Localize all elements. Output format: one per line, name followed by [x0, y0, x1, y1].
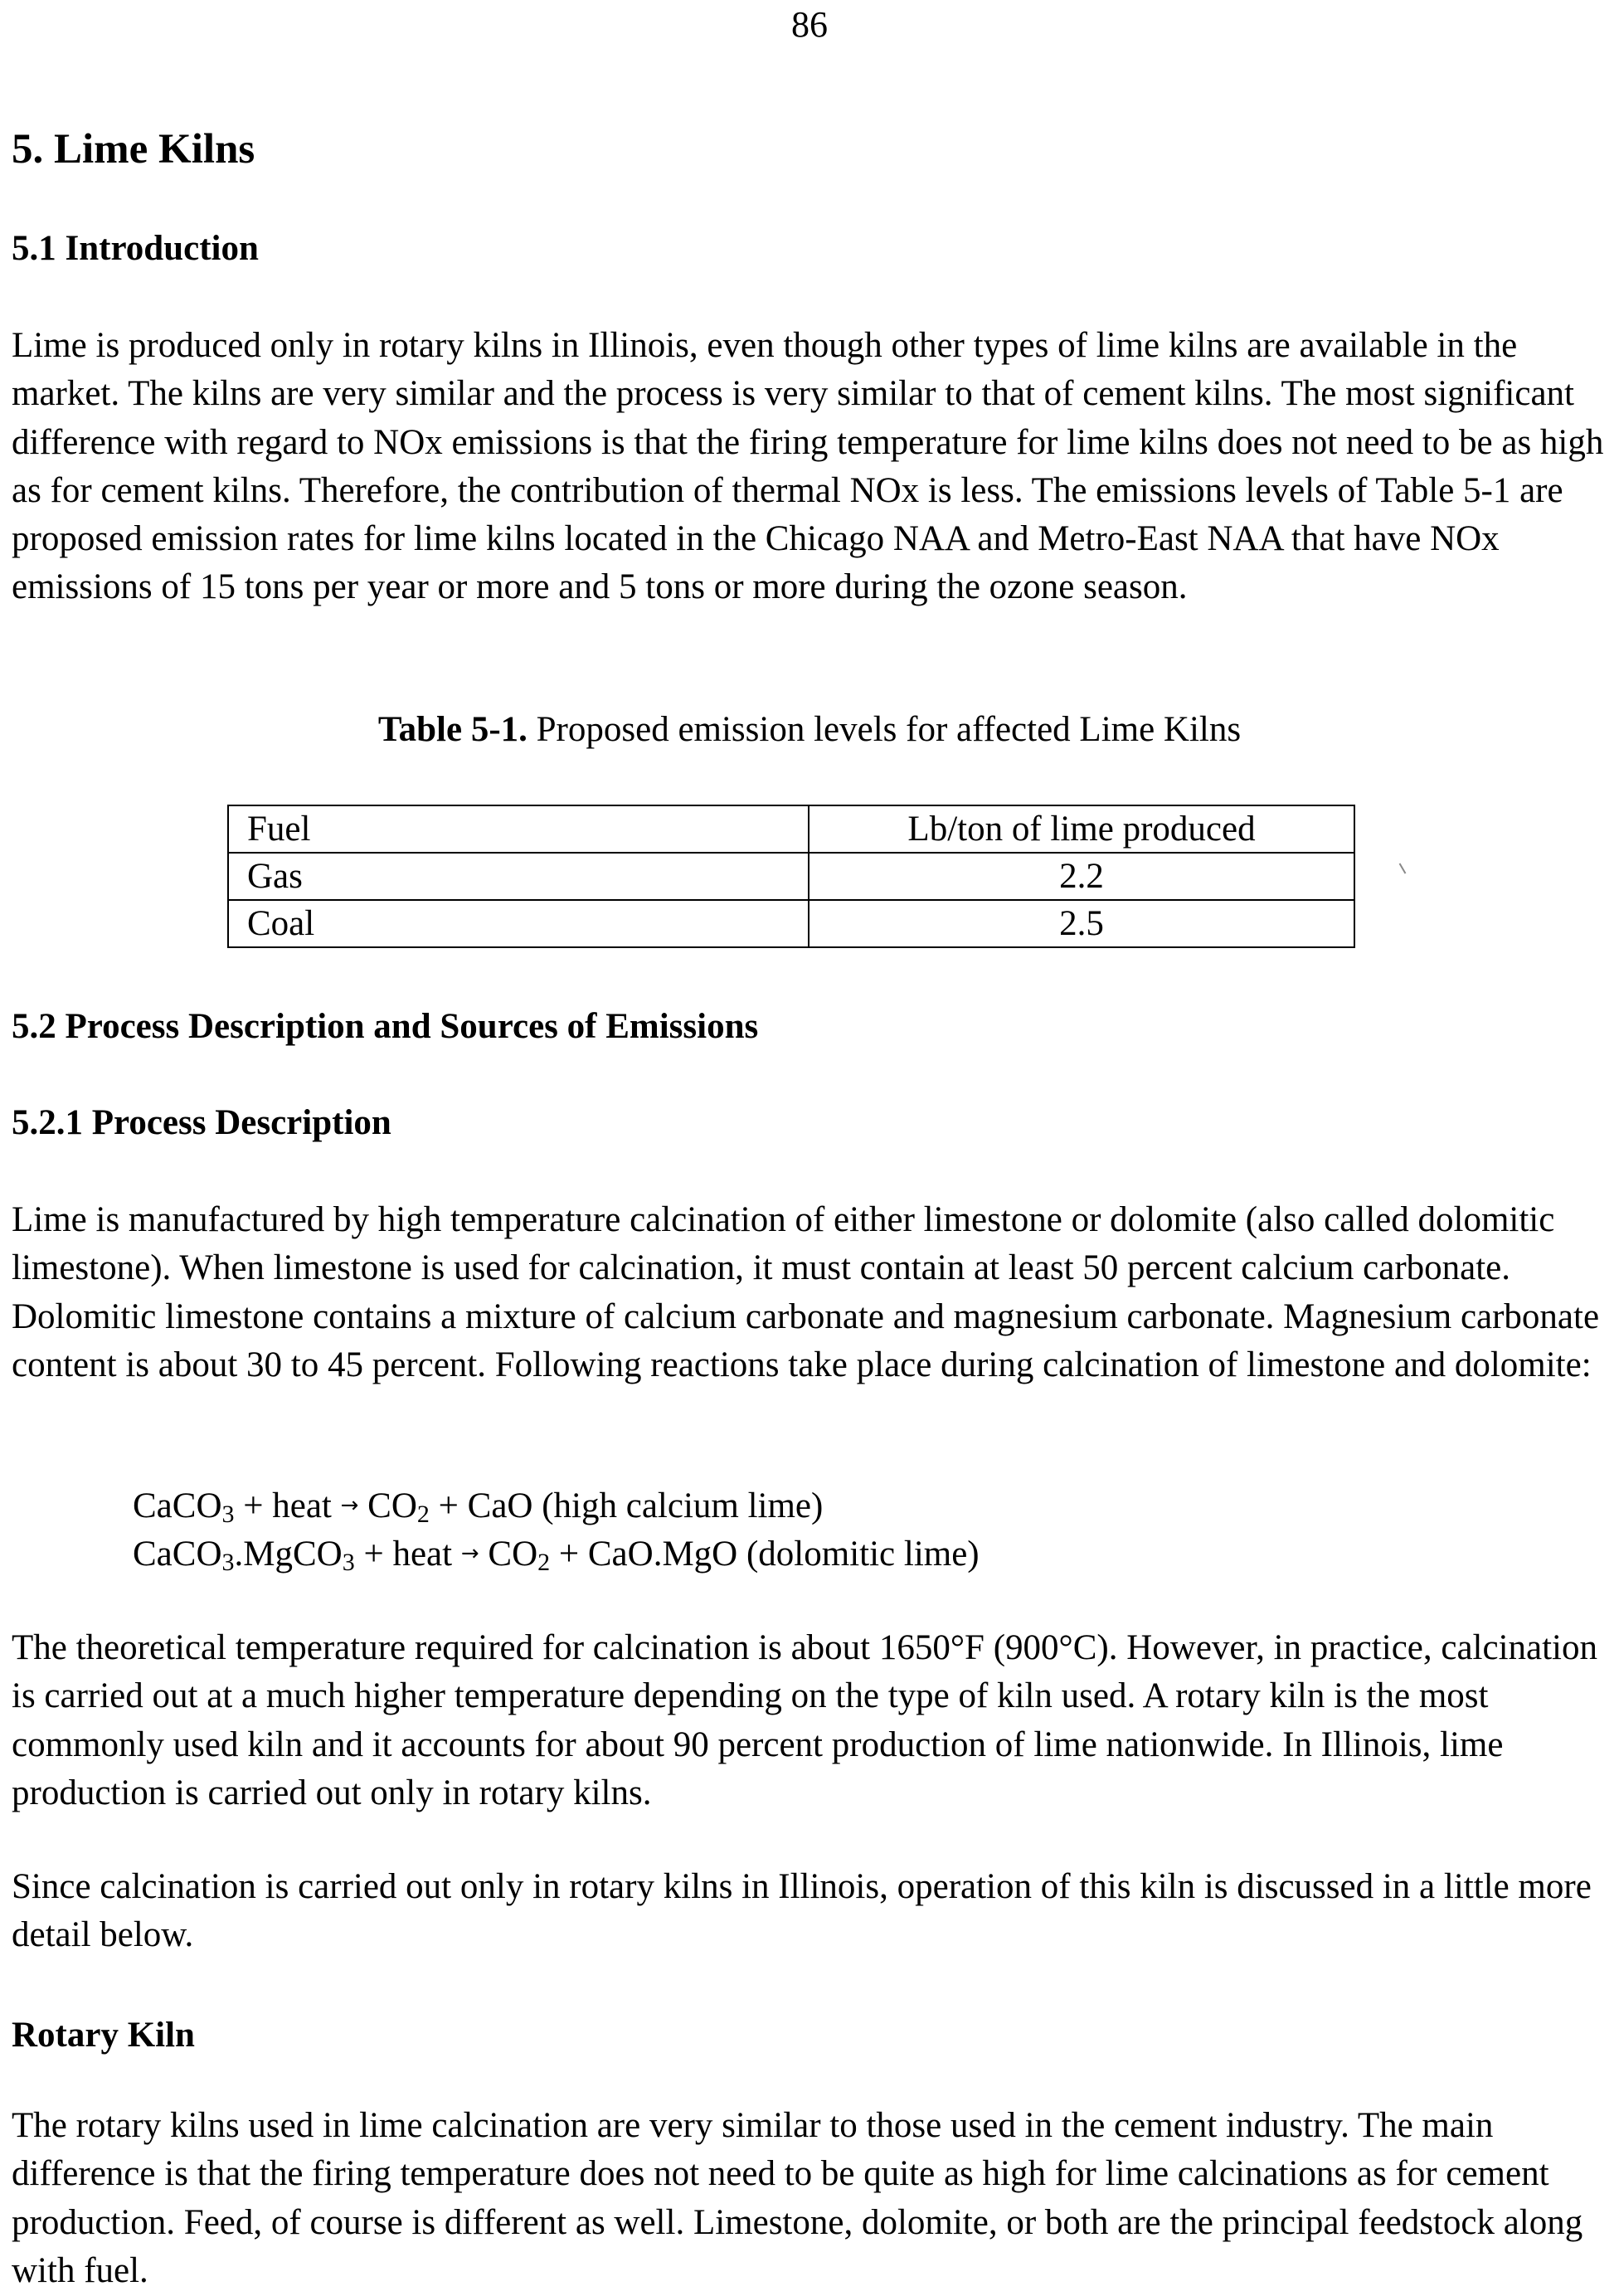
header-lb-per-ton: Lb/ton of lime produced [809, 805, 1354, 853]
right-arrow-icon: → [340, 1493, 359, 1518]
rotary-intro-paragraph: Since calcination is carried out only in rotary kilns in Illinois, operation of this kiln is discussed in a little more detail below. [12, 1867, 1592, 1955]
process-subheading: 5.2.1 Process Description [12, 1103, 391, 1142]
table-caption [0, 707, 1619, 753]
header-fuel: Fuel [228, 805, 809, 853]
table-row [228, 900, 1354, 947]
process-paragraph: Lime is manufactured by high temperature calcination of either limestone or dolomite (also called dolomitic limestone). When limestone is used for calcination, it must contain at least 50 percent calcium carbonate. Dolomitic limestone contains a mixture of calcium carbonate and magnesium carbonate. Magnesium carbonate content is about 30 to 45 percent. Following reactions take place during calcination of limestone and dolomite: [12, 1200, 1600, 1384]
emission-levels-table [227, 805, 1355, 948]
eq1-reactant: CaCO [133, 1486, 222, 1525]
value-cell: 2.2 [809, 853, 1354, 900]
equation-dolomite [133, 1530, 980, 1578]
eq2-heat: + heat [354, 1535, 461, 1574]
eq2-reactant-subscript: 3 [221, 1549, 235, 1576]
eq1-product-rest: + CaO (high calcium lime) [429, 1486, 824, 1525]
fuel-cell: Coal [228, 900, 809, 947]
stray-mark [1399, 863, 1407, 873]
table-caption-label: Table 5-1. [377, 710, 528, 749]
page-number: 86 [791, 4, 828, 45]
equation-limestone [133, 1481, 823, 1530]
section-title: 5. Lime Kilns [12, 126, 255, 173]
rotary-kiln-heading: Rotary Kiln [12, 2016, 195, 2055]
eq1-reactant-subscript: 3 [221, 1501, 235, 1528]
eq2-product: CO [479, 1535, 538, 1574]
value-cell: 2.5 [809, 900, 1354, 947]
eq1-heat: + heat [234, 1486, 341, 1525]
eq1-product-subscript: 2 [416, 1501, 430, 1528]
rotary-kiln-paragraph: The rotary kilns used in lime calcination are very similar to those used in the cement industry. The main difference is that the firing temperature does not need to be quite as high for lime calcinations as for cement production. Feed, of course is different as well. Limestone, dolomite, or both are the principal feedstock along with fuel. [12, 2106, 1583, 2290]
eq1-product: CO [358, 1486, 417, 1525]
intro-paragraph: Lime is produced only in rotary kilns in Illinois, even though other types of lime kilns are available in the market. The kilns are very similar and the process is very similar to that of cement kilns. The most significant difference with regard to NOx emissions is that the firing temperature for lime kilns does not need to be as high as for cement kilns. Therefore, the contribution of thermal NOx is less. The emissions levels of Table 5-1 are proposed emission rates for lime kilns located in the Chicago NAA and Metro-East NAA that have NOx emissions of 15 tons per year or more and 5 tons or more during the ozone season. [12, 326, 1604, 607]
right-arrow-icon: → [460, 1541, 479, 1566]
eq2-product-rest: + CaO.MgO (dolomitic lime) [550, 1535, 980, 1574]
intro-heading: 5.1 Introduction [12, 229, 259, 268]
eq2-reactant-mg-subscript: 3 [342, 1549, 355, 1576]
temperature-paragraph: The theoretical temperature required for calcination is about 1650°F (900°C). However, in practice, calcination is carried out at a much higher temperature depending on the type of kiln used. A rotary kiln is the most commonly used kiln and it accounts for about 90 percent production of lime nationwide. In Illinois, lime production is carried out only in rotary kilns. [12, 1628, 1597, 1812]
table-header-row [228, 805, 1354, 853]
process-heading: 5.2 Process Description and Sources of Emissions [12, 1007, 759, 1046]
eq2-product-subscript: 2 [537, 1549, 551, 1576]
table-row [228, 853, 1354, 900]
fuel-cell: Gas [228, 853, 809, 900]
table-caption-text: Proposed emission levels for affected Lime Kilns [527, 710, 1242, 749]
eq2-reactant-mg: .MgCO [234, 1535, 343, 1574]
eq2-reactant: CaCO [133, 1535, 222, 1574]
